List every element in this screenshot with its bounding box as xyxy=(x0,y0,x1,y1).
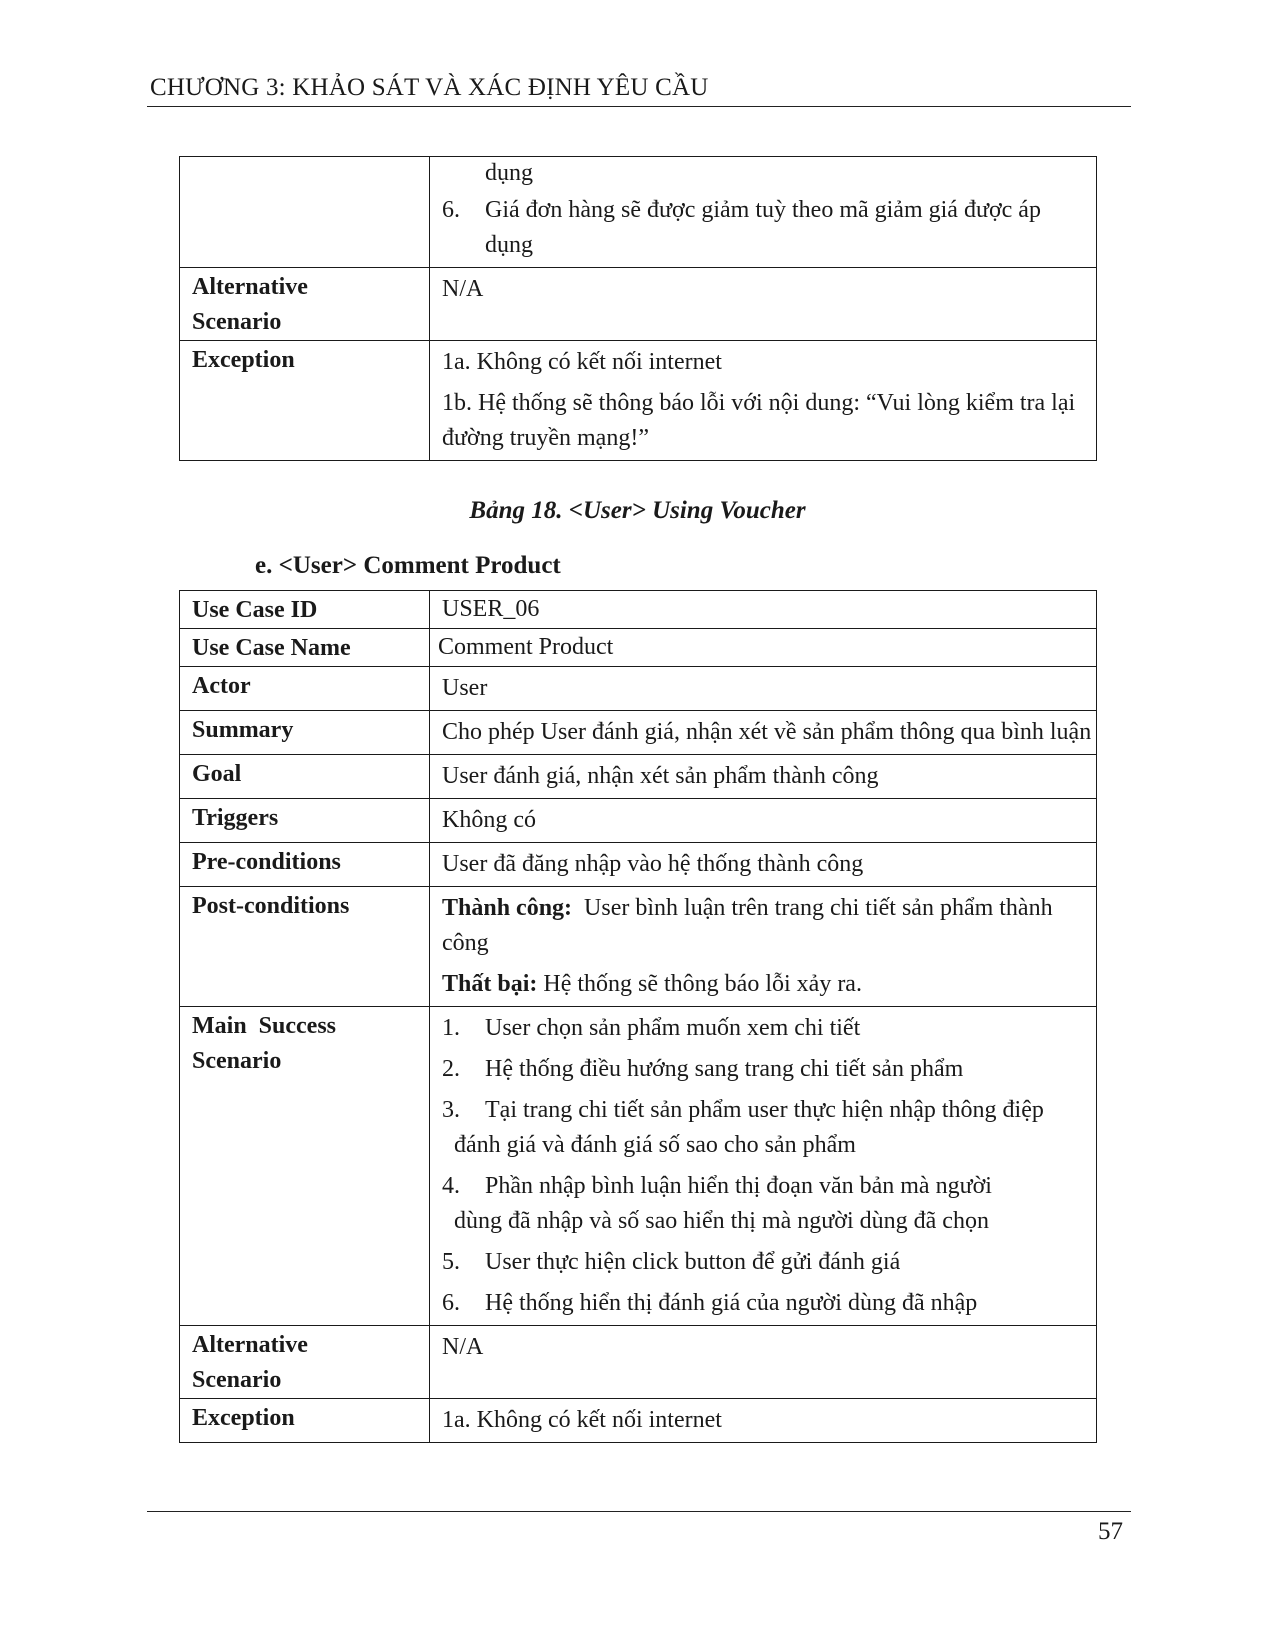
alternative-scenario-value: N/A xyxy=(430,1326,1097,1399)
step-text: Hệ thống hiển thị đánh giá của người dùng đã nhập xyxy=(485,1290,978,1316)
step-number: 2. xyxy=(442,1056,460,1082)
fail-text: Hệ thống sẽ thông báo lỗi xảy ra. xyxy=(543,971,862,997)
postcondition-success xyxy=(442,891,1092,961)
step-continuation: dụng xyxy=(485,232,533,258)
step-number: 6. xyxy=(442,1290,460,1316)
actor-value: User xyxy=(430,667,1097,711)
use-case-name-value: Comment Product xyxy=(430,629,1097,667)
step-continuation: đánh giá và đánh giá số sao cho sản phẩm xyxy=(454,1132,856,1158)
footer-divider xyxy=(147,1511,1131,1512)
table-row xyxy=(180,629,1097,667)
exception-line: 1b. Hệ thống sẽ thông báo lỗi với nội dung: “Vui lòng kiểm tra lại đường truyền mạng!” xyxy=(442,390,1076,451)
success-label: Thành công: xyxy=(442,895,573,921)
list-item xyxy=(442,1286,1092,1321)
table-comment-product xyxy=(179,590,1097,1443)
empty-label-cell xyxy=(180,157,430,268)
postconditions-value-cell xyxy=(430,887,1097,1007)
step-number: 1. xyxy=(442,1015,460,1041)
table-row xyxy=(180,843,1097,887)
exception-value-cell xyxy=(430,341,1097,461)
alternative-scenario-label xyxy=(180,268,430,341)
exception-label: Exception xyxy=(180,1399,430,1443)
table-using-voucher-continuation xyxy=(179,156,1097,461)
alternative-scenario-label xyxy=(180,1326,430,1399)
step-text: Giá đơn hàng sẽ được giảm tuỳ theo mã giảm giá được áp xyxy=(485,197,1041,223)
list-item xyxy=(442,1093,1092,1163)
triggers-label: Triggers xyxy=(180,799,430,843)
label-line: Scenario xyxy=(192,309,282,335)
continued-text: dụng xyxy=(485,160,533,186)
step-continuation: dùng đã nhập và số sao hiển thị mà người dùng đã chọn xyxy=(454,1208,989,1234)
step-number: 4. xyxy=(442,1173,460,1199)
use-case-name-label: Use Case Name xyxy=(180,629,430,667)
alternative-scenario-value: N/A xyxy=(430,268,1097,341)
use-case-id-label: Use Case ID xyxy=(180,591,430,629)
table-caption: Bảng 18. <User> Using Voucher xyxy=(469,497,806,524)
list-item xyxy=(442,1245,1092,1280)
step-number: 3. xyxy=(442,1097,460,1123)
exception-label: Exception xyxy=(180,341,430,461)
page-number: 57 xyxy=(1098,1518,1123,1545)
table-row xyxy=(180,157,1097,268)
list-item xyxy=(442,193,1092,228)
preconditions-label: Pre-conditions xyxy=(180,843,430,887)
section-heading: e. <User> Comment Product xyxy=(255,552,561,579)
exception-line: 1a. Không có kết nối internet xyxy=(442,349,722,375)
postcondition-fail xyxy=(442,967,1092,1002)
step-text: Hệ thống điều hướng sang trang chi tiết sản phẩm xyxy=(485,1056,964,1082)
list-item xyxy=(442,1052,1092,1087)
label-line: Alternative xyxy=(192,274,308,300)
step-number: 5. xyxy=(442,1249,460,1275)
table-row xyxy=(180,1007,1097,1326)
triggers-value: Không có xyxy=(430,799,1097,843)
chapter-title: CHƯƠNG 3: KHẢO SÁT VÀ XÁC ĐỊNH YÊU CẦU xyxy=(150,74,709,101)
table-row xyxy=(180,1399,1097,1443)
list-item xyxy=(442,1011,1092,1046)
table-row xyxy=(180,591,1097,629)
fail-label: Thất bại: xyxy=(442,971,538,997)
step-text: User thực hiện click button để gửi đánh giá xyxy=(485,1249,901,1275)
table-row xyxy=(180,887,1097,1007)
preconditions-value: User đã đăng nhập vào hệ thống thành công xyxy=(430,843,1097,887)
summary-label: Summary xyxy=(180,711,430,755)
label-line: Main Success xyxy=(192,1013,336,1039)
continued-steps-cell xyxy=(430,157,1097,268)
table-row xyxy=(180,268,1097,341)
label-line: Scenario xyxy=(192,1367,282,1393)
table-row xyxy=(180,341,1097,461)
exception-value: 1a. Không có kết nối internet xyxy=(430,1399,1097,1443)
main-success-scenario-steps xyxy=(430,1007,1097,1326)
table-row xyxy=(180,799,1097,843)
step-number: 6. xyxy=(442,197,460,223)
step-text: Phần nhập bình luận hiển thị đoạn văn bản mà người xyxy=(485,1173,992,1199)
success-text: User bình luận trên trang chi tiết sản phẩm thành công xyxy=(442,895,1053,956)
label-line: Alternative xyxy=(192,1332,308,1358)
step-text: Tại trang chi tiết sản phẩm user thực hiện nhập thông điệp xyxy=(485,1097,1044,1123)
step-text: User chọn sản phẩm muốn xem chi tiết xyxy=(485,1015,861,1041)
main-success-scenario-label xyxy=(180,1007,430,1326)
table-row xyxy=(180,711,1097,755)
table-row xyxy=(180,755,1097,799)
use-case-id-value: USER_06 xyxy=(430,591,1097,629)
goal-label: Goal xyxy=(180,755,430,799)
postconditions-label: Post-conditions xyxy=(180,887,430,1007)
table-row xyxy=(180,667,1097,711)
summary-value: Cho phép User đánh giá, nhận xét về sản phẩm thông qua bình luận xyxy=(430,711,1097,755)
header-divider xyxy=(147,106,1131,107)
label-line: Scenario xyxy=(192,1048,282,1074)
table-row xyxy=(180,1326,1097,1399)
goal-value: User đánh giá, nhận xét sản phẩm thành công xyxy=(430,755,1097,799)
actor-label: Actor xyxy=(180,667,430,711)
list-item xyxy=(442,1169,1092,1239)
